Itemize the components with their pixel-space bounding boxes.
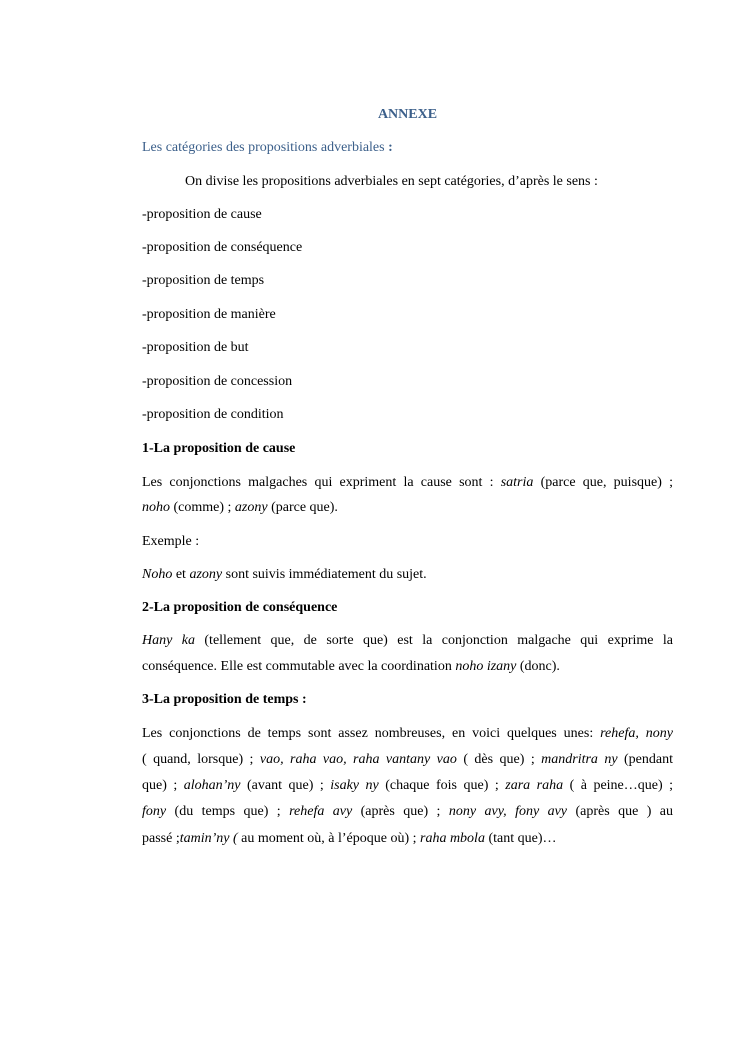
text-run: au moment où, à l’époque où) ; bbox=[237, 831, 420, 846]
malagasy-term: mandritra ny bbox=[541, 752, 618, 767]
category-item: -proposition de but bbox=[142, 340, 249, 355]
malagasy-term: Hany ka bbox=[142, 633, 195, 648]
category-item: -proposition de concession bbox=[142, 374, 293, 389]
text-run: ( dès que) ; bbox=[456, 752, 542, 767]
section-1-heading: 1-La proposition de cause bbox=[142, 441, 296, 456]
malagasy-term: noho izany bbox=[455, 659, 517, 674]
malagasy-term: zara raha bbox=[505, 778, 564, 793]
malagasy-term: nony avy, fony avy bbox=[448, 804, 568, 819]
section-heading-colon: : bbox=[384, 140, 393, 155]
section-heading bbox=[142, 139, 673, 157]
text-run: (tant que)… bbox=[484, 831, 557, 846]
text-run: (parce que). bbox=[267, 500, 338, 515]
text-run: (avant que) ; bbox=[240, 778, 331, 793]
text-run: ( à peine…que) ; bbox=[563, 778, 674, 793]
malagasy-term: noho bbox=[142, 500, 170, 515]
malagasy-term: tamin’ny ( bbox=[179, 831, 238, 846]
text-run: (parce que, puisque) ; bbox=[533, 475, 673, 490]
text-run: (tellement que, de sorte que) est la conjonction malgache qui exprime la bbox=[194, 633, 673, 648]
text-run: et bbox=[172, 567, 190, 582]
section-3-paragraph-line bbox=[142, 803, 673, 821]
section-1-note bbox=[142, 566, 673, 584]
category-item: -proposition de cause bbox=[142, 207, 262, 222]
malagasy-term: raha mbola bbox=[420, 831, 485, 846]
section-3-paragraph-line bbox=[142, 725, 673, 743]
text-run: Les conjonctions malgaches qui expriment la cause sont : bbox=[142, 475, 501, 490]
malagasy-term: isaky ny bbox=[330, 778, 379, 793]
text-run: (chaque fois que) ; bbox=[378, 778, 506, 793]
text-run: (comme) ; bbox=[170, 500, 235, 515]
category-item: -proposition de manière bbox=[142, 307, 276, 322]
malagasy-term: Noho bbox=[142, 567, 173, 582]
text-run: conséquence. Elle est commutable avec la coordination bbox=[142, 659, 456, 674]
malagasy-term: rehefa, nony bbox=[600, 726, 673, 741]
text-run: passé ; bbox=[142, 831, 180, 846]
text-run: (pendant bbox=[617, 752, 673, 767]
text-run: (donc). bbox=[516, 659, 560, 674]
malagasy-term: azony bbox=[189, 567, 223, 582]
intro-paragraph: On divise les propositions adverbiales en sept catégories, d’après le sens : bbox=[185, 174, 598, 189]
section-3-paragraph-line bbox=[142, 777, 673, 795]
text-run: ( quand, lorsque) ; bbox=[142, 752, 260, 767]
text-run: (après que ) au bbox=[567, 804, 674, 819]
section-3-heading: 3-La proposition de temps : bbox=[142, 692, 307, 707]
section-1-paragraph-line bbox=[142, 499, 673, 517]
text-run: (après que) ; bbox=[352, 804, 449, 819]
section-2-paragraph-line bbox=[142, 658, 673, 676]
page-title: ANNEXE bbox=[377, 107, 438, 122]
section-1-paragraph-line bbox=[142, 474, 673, 492]
text-run: (du temps que) ; bbox=[166, 804, 290, 819]
section-3-paragraph-line bbox=[142, 751, 673, 769]
malagasy-term: satria bbox=[500, 475, 534, 490]
text-run: sont suivis immédiatement du sujet. bbox=[222, 567, 427, 582]
malagasy-term: rehefa avy bbox=[289, 804, 353, 819]
category-item: -proposition de conséquence bbox=[142, 240, 303, 255]
malagasy-term: azony bbox=[234, 500, 268, 515]
category-item: -proposition de temps bbox=[142, 273, 265, 288]
category-item: -proposition de condition bbox=[142, 407, 284, 422]
section-2-heading: 2-La proposition de conséquence bbox=[142, 600, 338, 615]
malagasy-term: alohan’ny bbox=[183, 778, 241, 793]
text-run: Les conjonctions de temps sont assez nombreuses, en voici quelques unes: bbox=[142, 726, 601, 741]
section-3-paragraph-line bbox=[142, 830, 673, 848]
text-run: que) ; bbox=[142, 778, 184, 793]
example-label: Exemple : bbox=[142, 534, 200, 549]
malagasy-term: fony bbox=[142, 804, 167, 819]
malagasy-term: vao, raha vao, raha vantany vao bbox=[259, 752, 457, 767]
section-2-paragraph-line bbox=[142, 632, 673, 650]
section-heading-text: Les catégories des propositions adverbiales bbox=[142, 140, 385, 155]
